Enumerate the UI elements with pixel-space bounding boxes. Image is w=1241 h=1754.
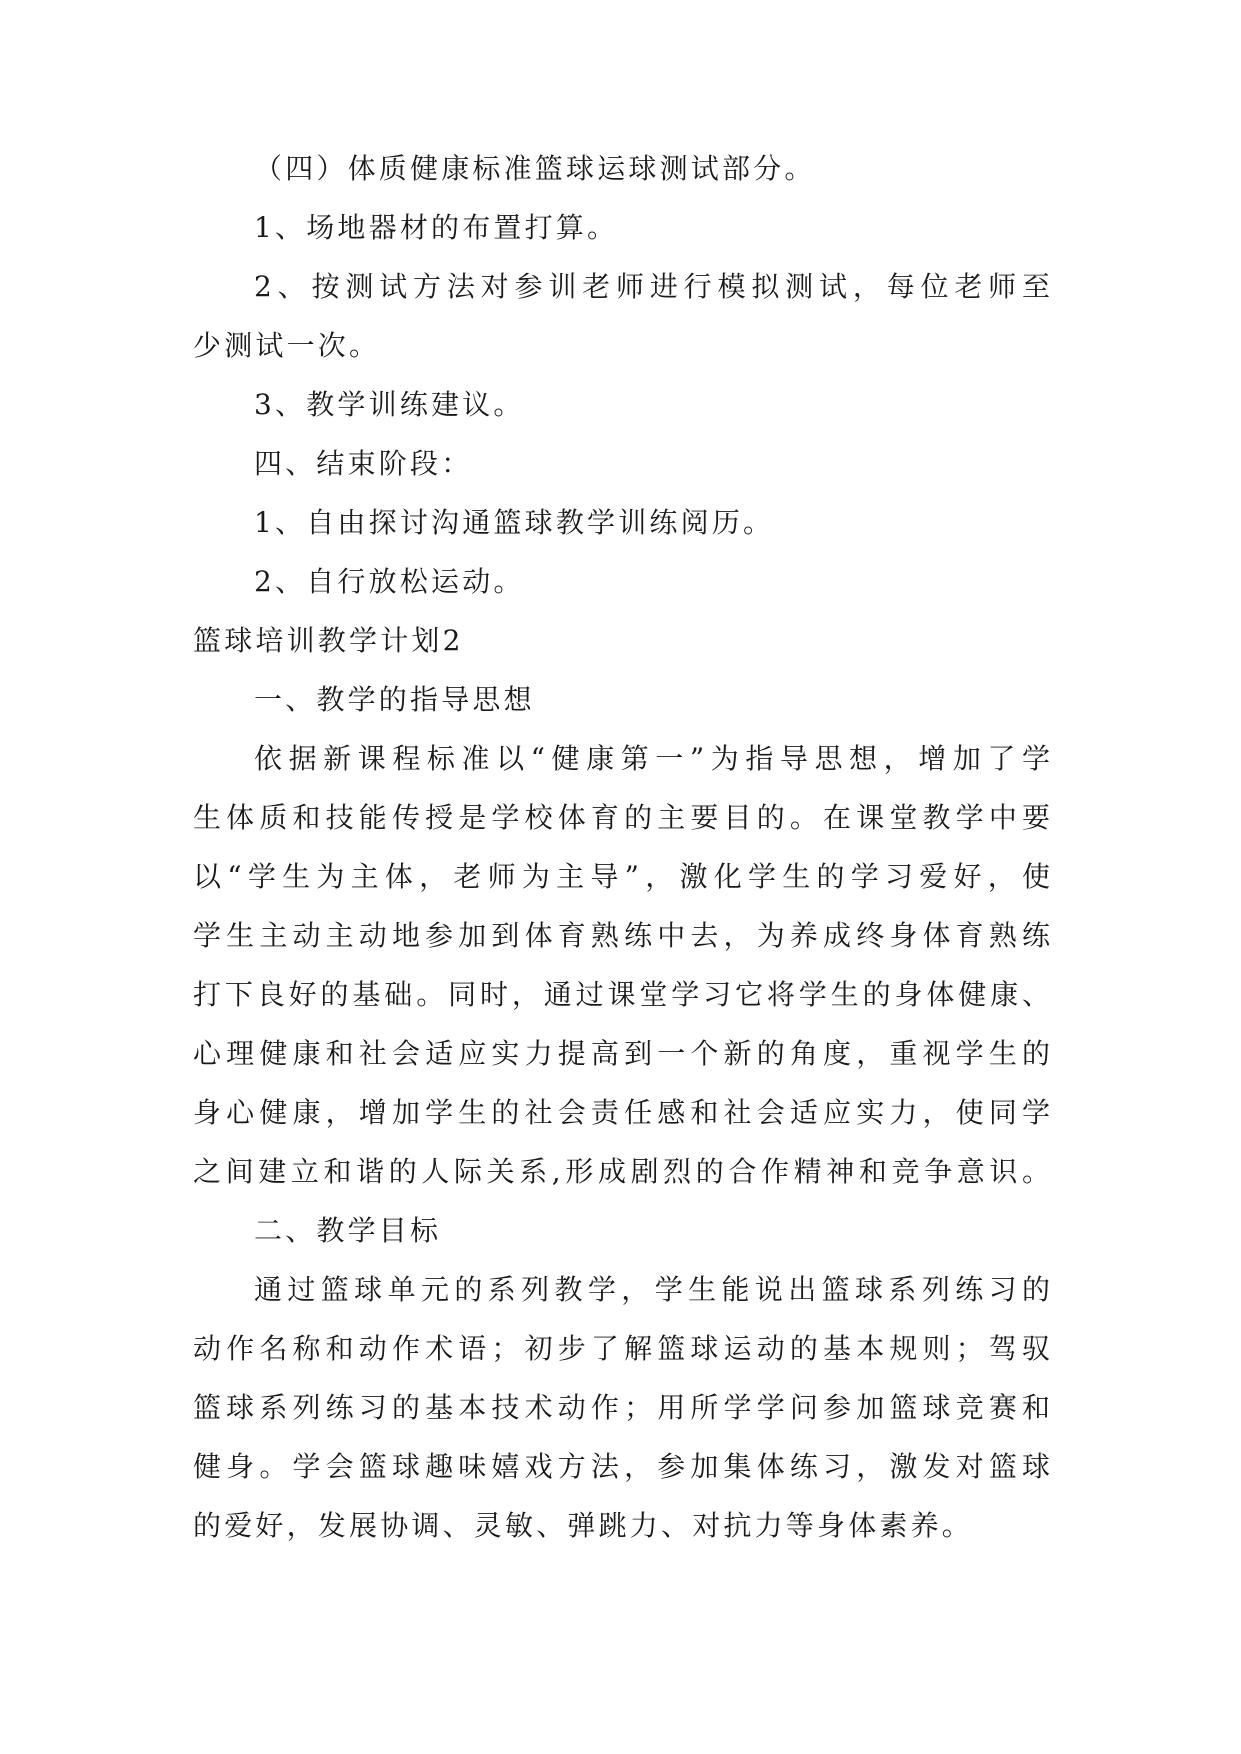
paragraph-line: 以“学生为主体，老师为主导”，激化学生的学习爱好，使 bbox=[193, 860, 1050, 893]
heading-guiding-ideology: 一、教学的指导思想 bbox=[254, 683, 535, 716]
list-item-simulated-test-continued: 少测试一次。 bbox=[193, 329, 381, 362]
paragraph-line: 打下良好的基础。同时，通过课堂学习它将学生的身体健康、 bbox=[193, 978, 1050, 1011]
section-title-plan-2: 篮球培训教学计划2 bbox=[193, 624, 464, 657]
paragraph-line: 健身。学会篮球趣味嬉戏方法，参加集体练习，激发对篮球 bbox=[193, 1450, 1050, 1483]
paragraph-line: 的爱好，发展协调、灵敏、弹跳力、对抗力等身体素养。 bbox=[193, 1509, 974, 1542]
heading-closing-stage: 四、结束阶段： bbox=[254, 447, 473, 480]
paragraph-line: 学生主动主动地参加到体育熟练中去，为养成终身体育熟练 bbox=[193, 919, 1050, 952]
list-item-free-discussion: 1、自由探讨沟通篮球教学训练阅历。 bbox=[254, 506, 775, 539]
paragraph-line: 生体质和技能传授是学校体育的主要目的。在课堂教学中要 bbox=[193, 801, 1050, 834]
list-item-teaching-suggestions: 3、教学训练建议。 bbox=[254, 388, 525, 421]
paragraph-line: 动作名称和动作术语；初步了解篮球运动的基本规则；驾驭 bbox=[193, 1332, 1050, 1365]
list-item-simulated-test: 2、按测试方法对参训老师进行模拟测试，每位老师至 bbox=[254, 270, 1050, 303]
heading-basketball-dribble-test: （四）体质健康标准篮球运球测试部分。 bbox=[254, 152, 816, 185]
heading-teaching-goals: 二、教学目标 bbox=[254, 1214, 442, 1247]
paragraph-line: 篮球系列练习的基本技术动作；用所学学问参加篮球竞赛和 bbox=[193, 1391, 1050, 1424]
list-item-venue-equipment: 1、场地器材的布置打算。 bbox=[254, 211, 619, 244]
paragraph-line: 依据新课程标准以“健康第一”为指导思想，增加了学 bbox=[254, 742, 1050, 775]
list-item-relaxation: 2、自行放松运动。 bbox=[254, 565, 525, 598]
paragraph-line: 身心健康，增加学生的社会责任感和社会适应实力，使同学 bbox=[193, 1096, 1050, 1129]
paragraph-line: 通过篮球单元的系列教学，学生能说出篮球系列练习的 bbox=[254, 1273, 1050, 1306]
paragraph-line: 心理健康和社会适应实力提高到一个新的角度，重视学生的 bbox=[193, 1037, 1050, 1070]
paragraph-line: 之间建立和谐的人际关系,形成剧烈的合作精神和竞争意识。 bbox=[193, 1155, 1050, 1188]
